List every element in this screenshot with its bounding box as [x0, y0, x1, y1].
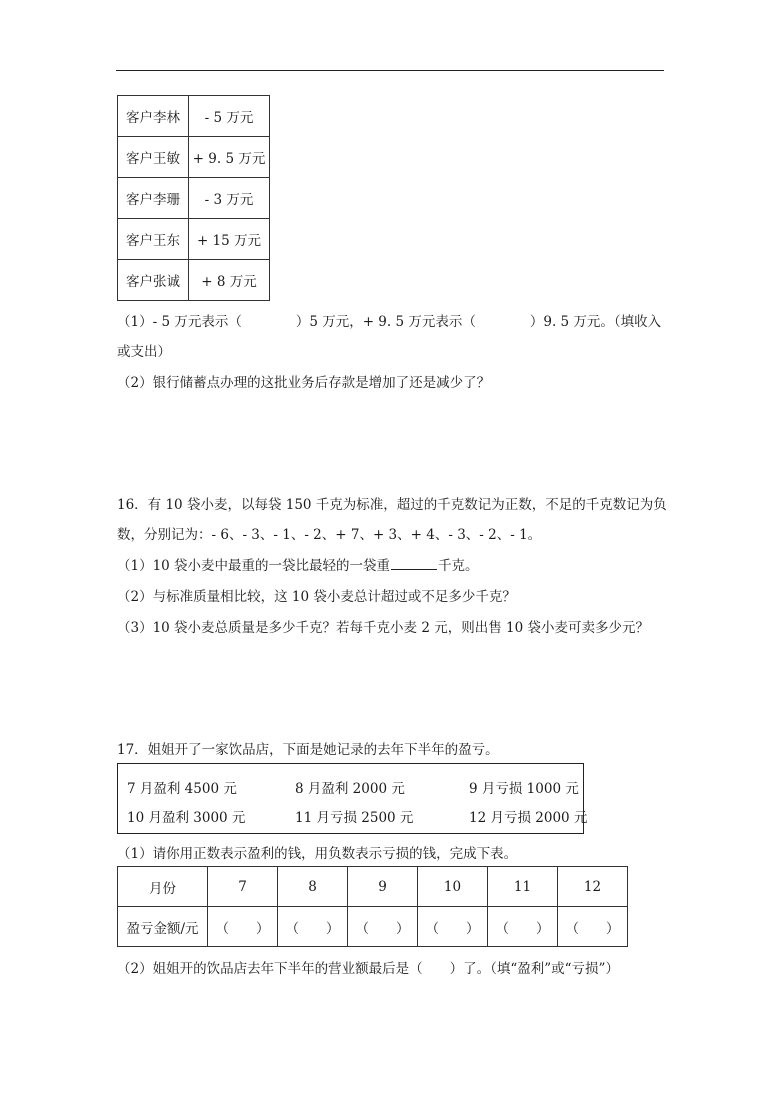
- client-amount: + 15 万元: [189, 219, 270, 260]
- record-item: 11 月亏损 2500 元: [295, 810, 414, 826]
- month-cell: 10: [418, 867, 488, 907]
- clients-table: [117, 95, 270, 301]
- q16-stem-line2: 数，分别记为：- 6、- 3、- 1、- 2、+ 7、+ 3、+ 4、- 3、- 2、- 1。: [117, 527, 542, 543]
- client-name: 客户张诚: [118, 260, 189, 301]
- header-rule: [116, 70, 664, 71]
- client-name: 客户李林: [118, 96, 189, 137]
- amount-row-label: 盈亏金额/元: [118, 907, 208, 947]
- q17-part1: （1）请你用正数表示盈利的钱，用负数表示亏损的钱，完成下表。: [117, 846, 518, 862]
- q15-part2: （2）银行储蓄点办理的这批业务后存款是增加了还是减少了？: [117, 375, 491, 391]
- month-cell: 9: [348, 867, 418, 907]
- profit-records-box: [117, 763, 588, 834]
- client-name: 客户王敏: [118, 137, 189, 178]
- amount-blank-cell[interactable]: （ ）: [208, 907, 278, 947]
- amount-blank-cell[interactable]: （ ）: [278, 907, 348, 947]
- q16-part1-unit: 千克。: [438, 558, 479, 574]
- client-amount: - 3 万元: [189, 178, 270, 219]
- answer-blank[interactable]: [391, 557, 437, 570]
- profit-table: [117, 866, 628, 947]
- record-item: 12 月亏损 2000 元: [469, 810, 588, 826]
- record-item: 7 月盈利 4500 元: [127, 781, 237, 797]
- table-row: [118, 178, 270, 219]
- client-name: 客户李珊: [118, 178, 189, 219]
- amount-blank-cell[interactable]: （ ）: [558, 907, 628, 947]
- client-name: 客户王东: [118, 219, 189, 260]
- month-header: 月份: [118, 867, 208, 907]
- q16-part1-text: （1）10 袋小麦中最重的一袋比最轻的一袋重: [117, 558, 391, 574]
- q17-intro: 17．姐姐开了一家饮品店，下面是她记录的去年下半年的盈亏。: [117, 742, 499, 758]
- table-row: [118, 260, 270, 301]
- amount-blank-cell[interactable]: （ ）: [348, 907, 418, 947]
- record-item: 9 月亏损 1000 元: [469, 781, 579, 797]
- amount-blank-cell[interactable]: （ ）: [418, 907, 488, 947]
- q16-part3: （3）10 袋小麦总质量是多少千克？若每千克小麦 2 元，则出售 10 袋小麦可卖多少元？: [117, 620, 649, 636]
- record-item: 8 月盈利 2000 元: [295, 781, 405, 797]
- table-row: [118, 867, 628, 907]
- table-row: [118, 907, 628, 947]
- month-cell: 12: [558, 867, 628, 907]
- amount-blank-cell[interactable]: （ ）: [488, 907, 558, 947]
- q15-part1-line2: 或支出）: [117, 344, 171, 360]
- record-item: 10 月盈利 3000 元: [127, 810, 246, 826]
- month-cell: 11: [488, 867, 558, 907]
- table-row: [118, 96, 270, 137]
- client-amount: - 5 万元: [189, 96, 270, 137]
- table-row: [118, 219, 270, 260]
- q16-stem-line1: 16．有 10 袋小麦，以每袋 150 千克为标准，超过的千克数记为正数，不足的千克数记为负: [117, 497, 667, 513]
- q16-part1: [117, 554, 479, 574]
- table-row: [118, 137, 270, 178]
- client-amount: + 8 万元: [189, 260, 270, 301]
- q16-part2: （2）与标准质量相比较，这 10 袋小麦总计超过或不足多少千克？: [117, 589, 516, 605]
- q15-part1-line1: （1）- 5 万元表示（ ）5 万元，+ 9. 5 万元表示（ ）9. 5 万元。（填收入: [117, 314, 662, 330]
- month-cell: 8: [278, 867, 348, 907]
- q17-part2: （2）姐姐开的饮品店去年下半年的营业额最后是（ ）了。（填“盈利”或“亏损”）: [117, 961, 619, 977]
- month-cell: 7: [208, 867, 278, 907]
- client-amount: + 9. 5 万元: [189, 137, 270, 178]
